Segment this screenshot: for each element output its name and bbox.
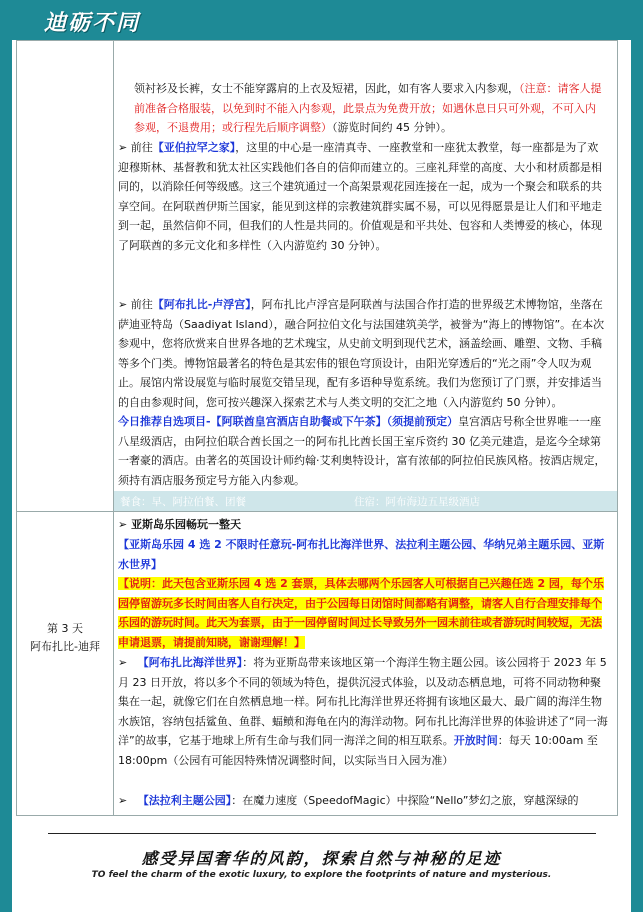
- arrow-bullet-icon: ➢: [118, 518, 128, 531]
- recommend-title: 今日推荐自选项目-【阿联酋皇宫酒店自助餐或下午茶】（须提前预定）: [118, 415, 459, 428]
- arrow-bullet-icon: ➢: [118, 794, 128, 807]
- footer-slogan: 感受异国奢华的风韵，探索自然与神秘的足迹: [141, 849, 502, 868]
- dress-code-duration: （游览时间约 45 分钟）。: [332, 121, 452, 134]
- recommend-text: 皇宫酒店号称全世界唯一一座八星级酒店，由阿拉伯联合酋长国之一的阿布扎比酋长国王室斥资约 30 亿美元建造，是迄今全球第一奢豪的酒店。由著名的英国设计师约翰·艾利奥特设计，富有浓郁的阿拉伯民族风格。按酒店规定，须持有酒店服务预定号方能入内参观。: [118, 415, 606, 487]
- abrahamic-house-paragraph: ➢ 前往【亚伯拉罕之家】，这里的中心是一座清真寺、一座教堂和一座犹太教堂，每一座都是为了欢迎穆斯林、基督教和犹太社区实践他们各自的信仰而建立的。三座礼拜堂的高度、大小和材质都是相同的，以消除任何等级感。这三个建筑通过一个高架景观花园连接在一起，成为一个聚会和联系的共享空间。在阿联酋伊斯兰国家，能见到这样的宗教建筑群实属不易，可以见得愿景是让人们和平地走到一起，虽然信仰不同，但我们的人性是共同的。价值观是和平共处、包容和人类博爱的核心，体现了阿联酋的多元文化和多样性（入内游览约 30 分钟）。: [118, 141, 602, 252]
- dress-code-paragraph: [134, 79, 604, 138]
- meal-bar: [114, 491, 617, 511]
- abrahamic-house-text: ，这里的中心是一座清真寺、一座教堂和一座犹太教堂，每一座都是为了欢迎穆斯林、基督教和犹太社区实践他们各自的信仰而建立的。三座礼拜堂的高度、大小和材质都是相同的，以消除任何等级感。这三个建筑通过一个高架景观花园连接在一起，成为一个聚会和联系的共享空间。在阿联酋伊斯兰国家，能见到这样的宗教建筑群实属不易，可以见得愿景是让人们和平地走到一起，虽然信仰不同，但我们的人性是共同的。价值观是和平共处、包容和人类博爱的核心，体现了阿联酋的多元文化和多样性（入内游览约 30 分钟）。: [118, 141, 602, 252]
- day3-row: [17, 512, 617, 816]
- ferrari-paragraph: [118, 791, 608, 811]
- day3-label-cell: [17, 512, 114, 816]
- opening-hours-text: ：每天 10:00am 至 18:00pm（公园有可能因特殊情况调整时间，以实际当日入园为准）: [118, 734, 598, 767]
- ferrari-text: ：在魔力速度（SpeedofMagic）中探险“Nello”梦幻之旅，穿越深绿的: [231, 794, 579, 807]
- itinerary-table: [16, 40, 618, 816]
- louvre-paragraph: ➢ 前往【阿布扎比-卢浮宫】，阿布扎比卢浮宫是阿联酋与法国合作打造的世界级艺术博物馆，坐落在萨迪亚特岛（Saadiyat Island），融合阿拉伯文化与法国建筑美学，被誉为“海上的博物馆”。在本次参观中，您将欣赏来自世界各地的艺术瑰宝，从史前文明到现代艺术，涵盖绘画、雕塑、文物、手稿等多个门类。博物馆最著名的特色是其宏伟的银色穹顶设计，由阳光穿透后的“光之雨”令人叹为观止。展馆内常设展览与临时展览交错呈现，配有多语种导览系统。我们为您预订了门票，并安排适当的自由参观时间，您可按兴趣深入探索艺术与人类文明的交汇之地（入内游览约 50 分钟）。: [118, 298, 605, 409]
- louvre-text: ，阿布扎比卢浮宫是阿联酋与法国合作打造的世界级艺术博物馆，坐落在萨迪亚特岛（Saadiyat Island），融合阿拉伯文化与法国建筑美学，被誉为“海上的博物馆”。在本次参观中，您将欣赏来自世界各地的艺术瑰宝，从史前文明到现代艺术，涵盖绘画、雕塑、文物、手稿等多个门类。博物馆最著名的特色是其宏伟的银色穹顶设计，由阳光穿透后的“光之雨”令人叹为观止。展馆内常设展览与临时展览交错呈现，配有多语种导览系统。我们为您预订了门票，并安排适当的自由参观时间，您可按兴趣深入探索艺术与人类文明的交汇之地（入内游览约 50 分钟）。: [118, 298, 605, 409]
- footer-subtitle: TO feel the charm of the exotic luxury, to explore the footprints of nature and mysterious.: [91, 870, 552, 880]
- day3-content-cell: [114, 512, 617, 816]
- ticket-note: [118, 574, 608, 652]
- meal-info: 餐食：早、阿拉伯餐、团餐: [120, 496, 246, 508]
- footer-divider: [48, 833, 596, 834]
- day2-row: [17, 41, 617, 512]
- day2-content-cell: [114, 41, 617, 511]
- seaworld-text: ：将为亚斯岛带来该地区第一个海洋生物主题公园。该公园将于 2023 年 5 月 23 日开放，将以多个不同的领域为特色，提供沉浸式体验，以及动态栖息地，可将不同动物种聚集在一起，就像它们在自然栖息地一样。阿布扎比海洋世界还将拥有该地区最大、最广阔的海洋生物水族馆，容纳包括鲨鱼、鱼群、蝠鲼和海龟在内的海洋动物。阿布扎比海洋世界的体验讲述了“同一海洋”的故事，它基于地球上所有生命与我们同一海洋之间的相互联系。: [118, 656, 608, 747]
- louvre-title: 【阿布扎比-卢浮宫】: [152, 298, 251, 311]
- hotel-info: 住宿：阿布海边五星级酒店: [354, 496, 480, 508]
- abrahamic-house-title: 【亚伯拉罕之家】: [152, 141, 236, 154]
- parks-title: 【亚斯岛乐园 4 选 2 不限时任意玩-阿布扎比海洋世界、法拉利主题公园、华纳兄弟主题乐园、亚斯水世界】: [118, 538, 605, 571]
- seaworld-title: 【阿布扎比海洋世界】: [137, 656, 243, 669]
- recommend-paragraph: [118, 412, 608, 490]
- dress-code-warning: （注意：请客人提前准备合格服装，以免到时不能入内参观，此景点为免费开放；如遇休息日只可外观，不可入内参观，不退费用；或行程先后顺序调整）: [134, 82, 602, 134]
- arrow-bullet-icon: ➢: [118, 141, 128, 154]
- seaworld-paragraph: [118, 653, 608, 770]
- ticket-note-text: 【说明：此天包含亚斯乐园 4 选 2 套票，具体去哪两个乐园客人可根据自己兴趣任选 2 园，每个乐园停留游玩多长时间由客人自行决定，由于公园每日闭馆时间都略有调整，请客人自行合理安排每个乐园的游玩时间。此天为套票，由于一园停留时间过长导致另外一园未前往或者游玩时间较短，无法申请退票，请提前知晓，谢谢理解！】: [118, 577, 604, 649]
- day-route: 阿布扎比-迪拜: [30, 640, 100, 653]
- day2-label-cell: [17, 41, 114, 511]
- day3-heading: ➢ 亚斯岛乐园畅玩一整天: [118, 518, 242, 531]
- opening-hours-label: 开放时间: [453, 734, 498, 747]
- brand-logo: 迪砺不同: [44, 11, 141, 36]
- day-number: 第 3 天: [47, 622, 83, 635]
- ferrari-title: 【法拉利主题公园】: [137, 794, 232, 807]
- day3-label: [17, 620, 113, 656]
- arrow-bullet-icon: ➢: [118, 298, 128, 311]
- arrow-bullet-icon: ➢: [118, 656, 128, 669]
- dress-code-text: 领衬衫及长裤，女士不能穿露肩的上衣及短裙，因此，如有客人要求入内参观，: [134, 82, 519, 95]
